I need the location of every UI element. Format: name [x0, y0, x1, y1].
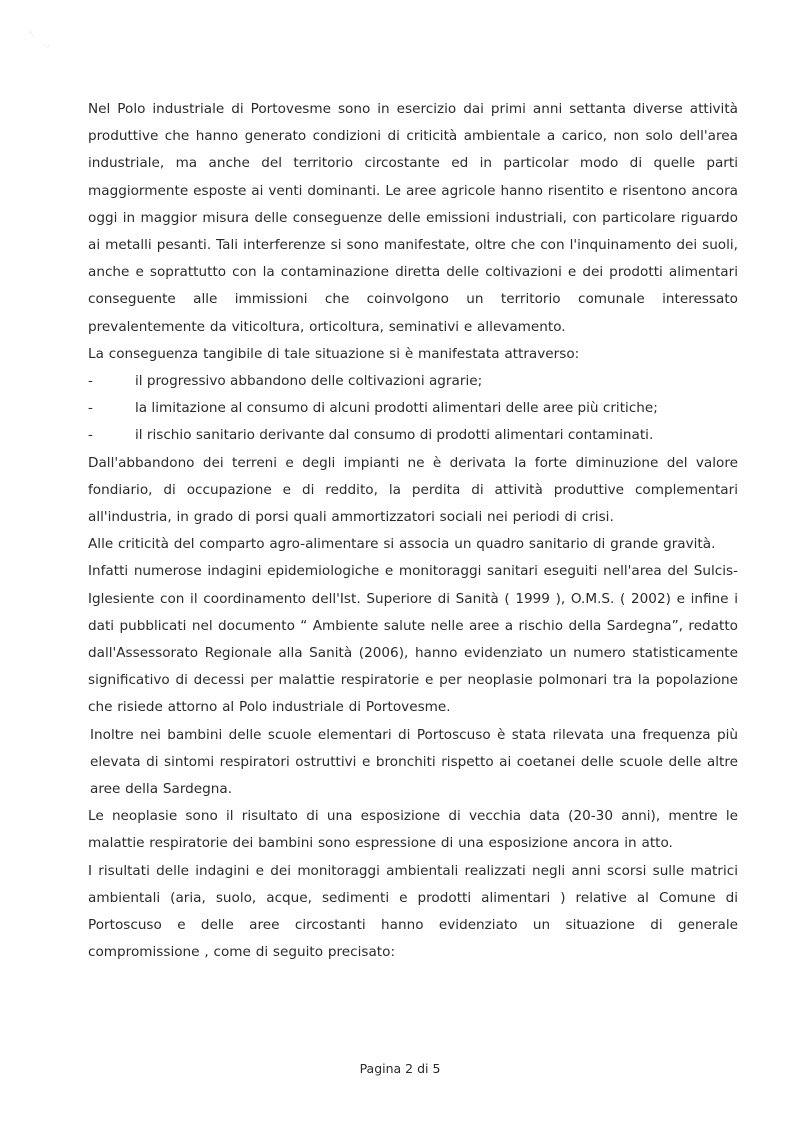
- list-item: [88, 395, 738, 422]
- bullet-list: [88, 368, 738, 450]
- paragraph: Dall'abbandono dei terreni e degli impianti ne è derivata la forte diminuzione del valore fondiario, di occupazione e di reddito, la perdita di attività produttive complementari all'industria, in grado di porsi quali ammortizzatori sociali nei periodi di crisi.: [88, 454, 738, 526]
- page-number: Pagina 2 di 5: [359, 1061, 441, 1076]
- scan-artifact: '.: [30, 31, 34, 38]
- scan-artifact: ·.·: [44, 43, 50, 50]
- dash-bullet: -: [88, 400, 93, 417]
- paragraph: Infatti numerose indagini epidemiologiche e monitoraggi sanitari eseguiti nell'area del Sulcis-Iglesiente con il coordinamento dell'Ist. Superiore di Sanità ( 1999 ), O.M.S. ( 2002) e infine i dati pubblicati nel documento “ Ambiente salute nelle aree a rischio della Sardegna”, redatto dall'Assessorato Regionale alla Sanità (2006), hanno evidenziato un numero statisticamente significativo di decessi per malattie respiratorie e per neoplasie polmonari tra la popolazione che risiede attorno al Polo industriale di Portovesme.: [88, 563, 738, 716]
- list-item-text: il progressivo abbandono delle coltivazioni agrarie;: [135, 373, 483, 390]
- paragraph: I risultati delle indagini e dei monitoraggi ambientali realizzati negli anni scorsi sulle matrici ambientali (aria, suolo, acque, sedimenti e prodotti alimentari ) relative al Comune di Portoscuso e delle aree circostanti hanno evidenziato un situazione di generale compromissione , come di seguito precisato:: [88, 862, 738, 961]
- list-item: [88, 422, 738, 449]
- list-item-text: il rischio sanitario derivante dal consumo di prodotti alimentari contaminati.: [135, 427, 654, 444]
- dash-bullet: -: [88, 373, 93, 390]
- paragraph: Nel Polo industriale di Portovesme sono in esercizio dai primi anni settanta diverse attività produttive che hanno generato condizioni di criticità ambientale a carico, non solo dell'area industriale, ma anche del territorio circostante ed in particolar modo di quelle parti maggiormente esposte ai venti dominanti. Le aree agricole hanno risentito e risentono ancora oggi in maggior misura delle conseguenze delle emissioni industriali, con particolare riguardo ai metalli pesanti. Tali interferenze si sono manifestate, oltre che con l'inquinamento dei suoli, anche e soprattutto con la contaminazione diretta delle coltivazioni e dei prodotti alimentari conseguente alle immissioni che coinvolgono un territorio comunale interessato prevalentemente da viticoltura, orticoltura, seminativi e allevamento.: [88, 101, 738, 335]
- list-item: [88, 368, 738, 395]
- paragraph: Inoltre nei bambini delle scuole elementari di Portoscuso è stata rilevata una frequenza più elevata di sintomi respiratori ostruttivi e bronchiti rispetto ai coetanei delle scuole delle altre aree della Sardegna.: [90, 726, 738, 798]
- body-text: [88, 96, 738, 967]
- paragraph: La conseguenza tangibile di tale situazione si è manifestata attraverso:: [88, 345, 580, 362]
- paragraph: Alle criticità del comparto agro-alimentare si associa un quadro sanitario di grande gravità.: [88, 536, 716, 553]
- paragraph: Le neoplasie sono il risultato di una esposizione di vecchia data (20-30 anni), mentre le malattie respiratorie dei bambini sono espressione di una esposizione ancora in atto.: [88, 808, 738, 852]
- list-item-text: la limitazione al consumo di alcuni prodotti alimentari delle aree più critiche;: [135, 400, 658, 417]
- dash-bullet: -: [88, 427, 93, 444]
